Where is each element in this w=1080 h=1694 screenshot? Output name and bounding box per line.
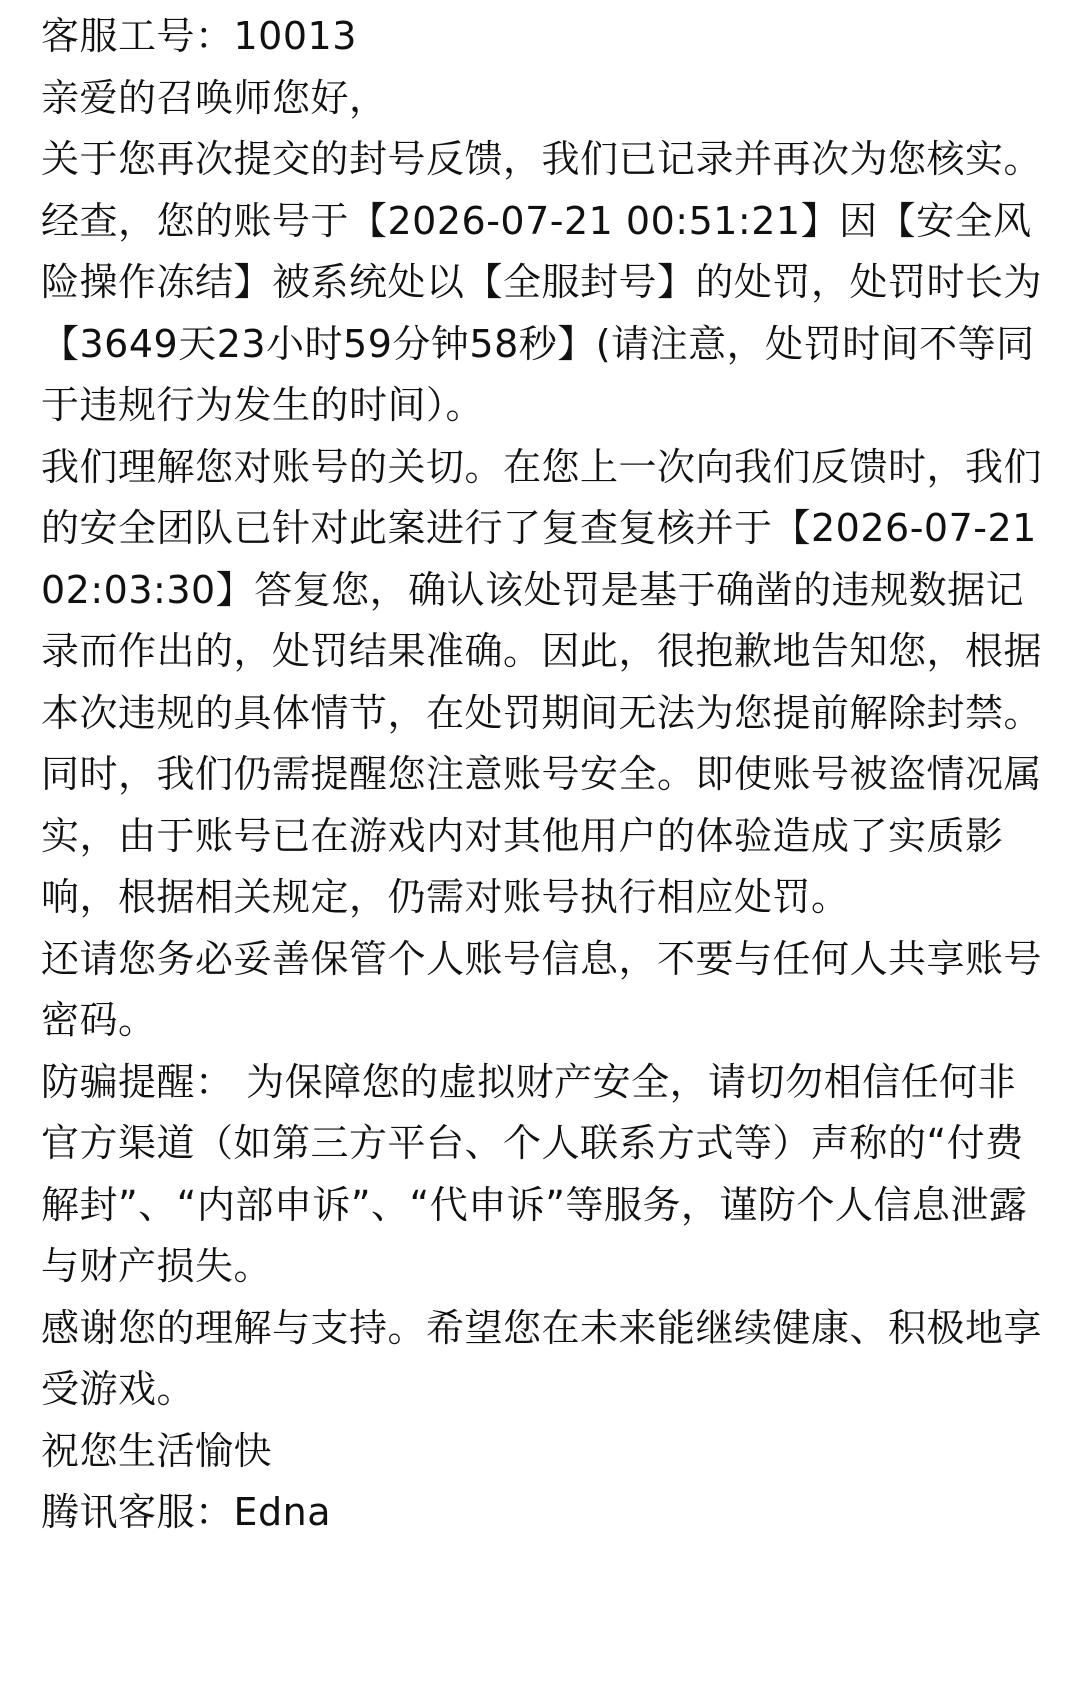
security-notice-paragraph: 同时，我们仍需提醒您注意账号安全。即使账号被盗情况属实，由于账号已在游戏内对其他用户的体验造成了实质影响，根据相关规定，仍需对账号执行相应处罚。 <box>41 752 1043 919</box>
review-paragraph: 我们理解您对账号的关切。在您上一次向我们反馈时，我们的安全团队已针对此案进行了复查复核并于【2026-07-21 02:03:30】答复您，确认该处罚是基于确凿的违规数据记录而作出的，处罚结果准确。因此，很抱歉地告知您，根据本次违规的具体情节，在处罚期间无法为您提前解除封禁。 <box>41 444 1043 735</box>
support-message <box>41 6 1051 1544</box>
greeting: 亲爱的召唤师您好， <box>41 75 388 120</box>
anti-fraud-paragraph: 防骗提醒： 为保障您的虚拟财产安全，请切勿相信任何非官方渠道（如第三方平台、个人联系方式等）声称的“付费解封”、“内部申诉”、“代申诉”等服务，谨防个人信息泄露与财产损失。 <box>41 1059 1028 1288</box>
closing-line: 祝您生活愉快 <box>41 1428 273 1473</box>
finding-paragraph: 经查，您的账号于【2026-07-21 00:51:21】因【安全风险操作冻结】被系统处以【全服封号】的处罚，处罚时长为【3649天23小时59分钟58秒】(请注意，处罚时间不等同于违规行为发生的时间）。 <box>41 198 1043 427</box>
signature: 腾讯客服：Edna <box>41 1490 332 1534</box>
intro-paragraph: 关于您再次提交的封号反馈，我们已记录并再次为您核实。 <box>41 137 1043 181</box>
safekeeping-paragraph: 还请您务必妥善保管个人账号信息，不要与任何人共享账号密码。 <box>41 936 1043 1042</box>
agent-id: 客服工号：10013 <box>41 14 357 58</box>
thanks-paragraph: 感谢您的理解与支持。希望您在未来能继续健康、积极地享受游戏。 <box>41 1305 1043 1411</box>
